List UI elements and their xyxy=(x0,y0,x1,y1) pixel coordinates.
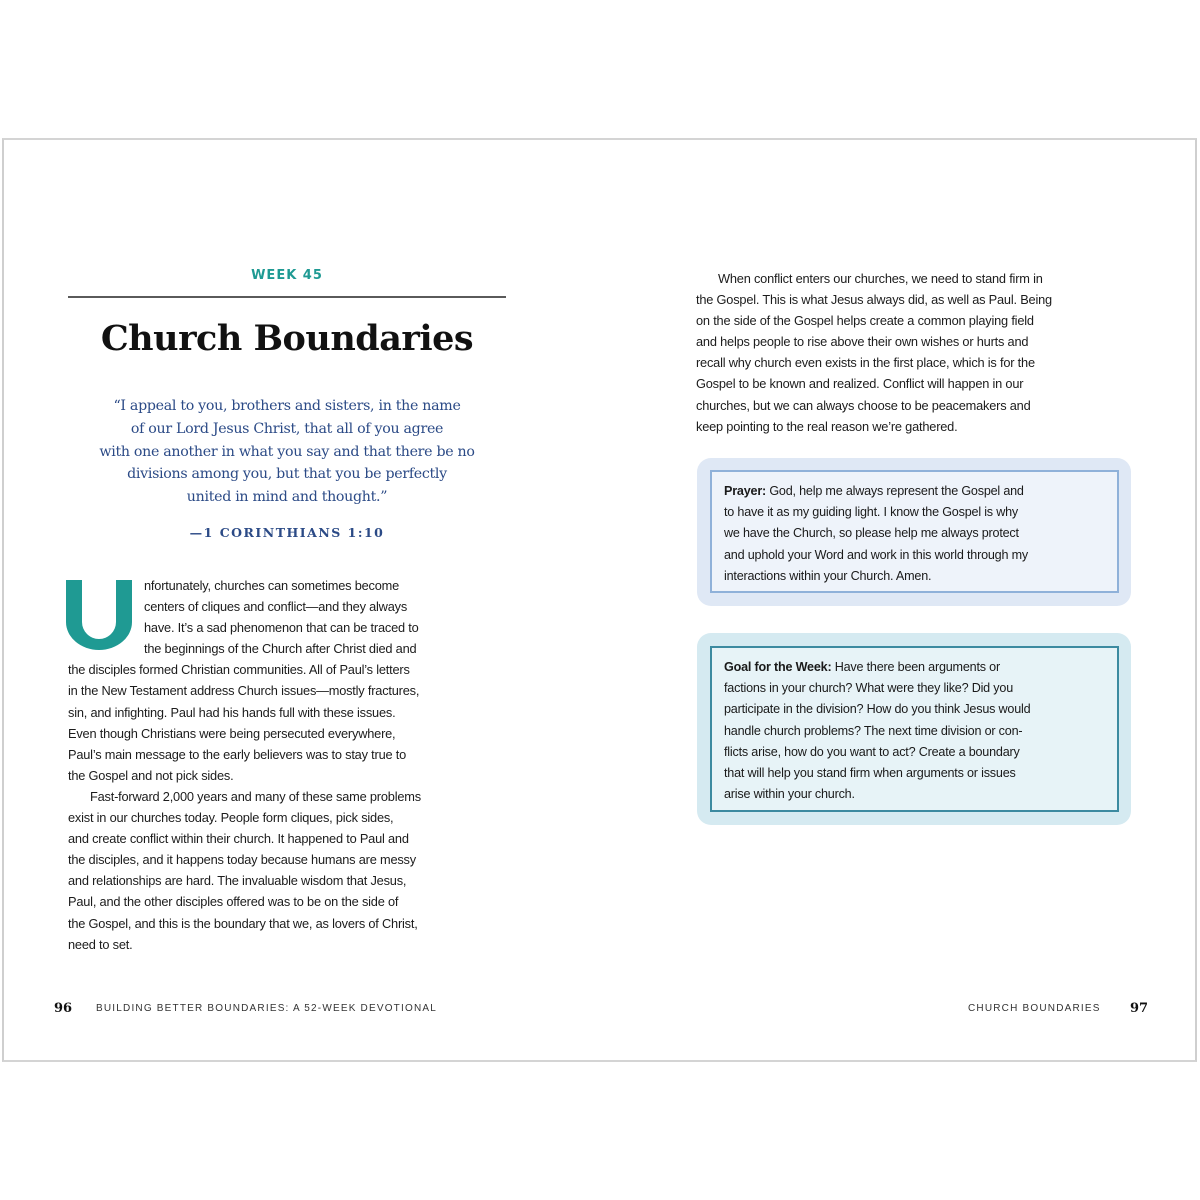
quote-line: divisions among you, but that you be perfectly xyxy=(127,466,447,483)
body-line: recall why church even exists in the first place, which is for the xyxy=(696,355,1035,371)
quote-line: united in mind and thought.” xyxy=(186,489,388,506)
quote-line: of our Lord Jesus Christ, that all of you agree xyxy=(130,420,444,437)
right-body-text xyxy=(696,268,1136,437)
body-line: keep pointing to the real reason we’re gathered. xyxy=(696,418,958,434)
goal-line: arise within your church. xyxy=(724,787,855,802)
body-line: the disciples formed Christian communities. All of Paul’s letters xyxy=(68,662,410,678)
body-line: on the side of the Gospel helps create a common playing field xyxy=(696,313,1034,329)
scripture-reference: —1 CORINTHIANS 1:10 xyxy=(189,525,385,540)
running-footer-right: CHURCH BOUNDARIES xyxy=(968,1003,1101,1014)
prayer-box-inner xyxy=(710,470,1119,593)
prayer-line: to have it as my guiding light. I know the Gospel is why xyxy=(724,505,1019,520)
running-footer-left: BUILDING BETTER BOUNDARIES: A 52-WEEK DEVOTIONAL xyxy=(96,1003,437,1014)
page-number-right: 97 xyxy=(1130,1001,1149,1016)
body-line: Even though Christians were being persecuted everywhere, xyxy=(68,725,396,741)
body-line: churches, but we can always choose to be peacemakers and xyxy=(696,397,1031,413)
goal-line: that will help you stand firm when arguments or issues xyxy=(724,766,1016,781)
body-line: Fast-forward 2,000 years and many of these same problems xyxy=(90,788,421,804)
body-line: centers of cliques and conflict—and they always xyxy=(144,599,408,615)
goal-line: factions in your church? What were they like? Did you xyxy=(724,681,1013,696)
goal-label: Goal for the Week: xyxy=(724,660,832,674)
prayer-label: Prayer: xyxy=(724,484,767,498)
goal-text xyxy=(724,657,1030,805)
prayer-text xyxy=(724,481,1028,587)
body-line: Gospel to be known and realized. Conflict will happen in our xyxy=(696,376,1024,392)
week-label: WEEK 45 xyxy=(251,268,323,283)
body-line: Paul, and the other disciples offered was to be on the side of xyxy=(68,894,399,910)
body-line: the Gospel and not pick sides. xyxy=(68,767,234,783)
prayer-first-line: God, help me always represent the Gospel and xyxy=(766,484,1024,498)
scripture-quote xyxy=(74,395,500,509)
body-line: When conflict enters our churches, we need to stand firm in xyxy=(718,271,1043,286)
body-line: sin, and infighting. Paul had his hands full with these issues. xyxy=(68,704,396,720)
body-line: and relationships are hard. The invaluable wisdom that Jesus, xyxy=(68,873,407,889)
goal-line: participate in the division? How do you think Jesus would xyxy=(724,702,1031,717)
body-line: nfortunately, churches can sometimes become xyxy=(144,578,400,593)
body-line: Paul’s main message to the early believers was to stay true to xyxy=(68,746,407,762)
prayer-line: interactions within your Church. Amen. xyxy=(724,568,932,583)
goal-line: flicts arise, how do you want to act? Create a boundary xyxy=(724,744,1020,759)
body-line: have. It’s a sad phenomenon that can be traced to xyxy=(144,620,419,636)
body-line: and create conflict within their church. It happened to Paul and xyxy=(68,831,409,847)
body-line: and helps people to rise above their own wishes or hurts and xyxy=(696,334,1029,350)
prayer-line: and uphold your Word and work in this world through my xyxy=(724,547,1028,562)
body-line: the disciples, and it happens today because humans are messy xyxy=(68,852,416,868)
body-line: the Gospel. This is what Jesus always did, as well as Paul. Being xyxy=(696,292,1052,308)
page-number-left: 96 xyxy=(54,1001,73,1016)
goal-box-inner xyxy=(710,646,1119,812)
prayer-line xyxy=(724,481,1028,502)
goal-line xyxy=(724,657,1030,678)
header-rule xyxy=(68,296,506,298)
body-line: exist in our churches today. People form cliques, pick sides, xyxy=(68,810,394,826)
quote-line: “I appeal to you, brothers and sisters, in the name xyxy=(113,398,461,414)
goal-line: handle church problems? The next time division or con- xyxy=(724,723,1023,738)
body-line: need to set. xyxy=(68,936,133,952)
body-line: the beginnings of the Church after Christ died and xyxy=(144,641,417,657)
body-line: the Gospel, and this is the boundary that we, as lovers of Christ, xyxy=(68,915,418,931)
goal-first-line: Have there been arguments or xyxy=(831,660,1000,674)
page-title: Church Boundaries xyxy=(100,318,474,359)
prayer-line: we have the Church, so please help me always protect xyxy=(724,526,1019,541)
quote-line: with one another in what you say and that there be no xyxy=(99,443,475,460)
body-line: in the New Testament address Church issues—mostly fractures, xyxy=(68,683,420,699)
left-body-text xyxy=(68,575,508,955)
